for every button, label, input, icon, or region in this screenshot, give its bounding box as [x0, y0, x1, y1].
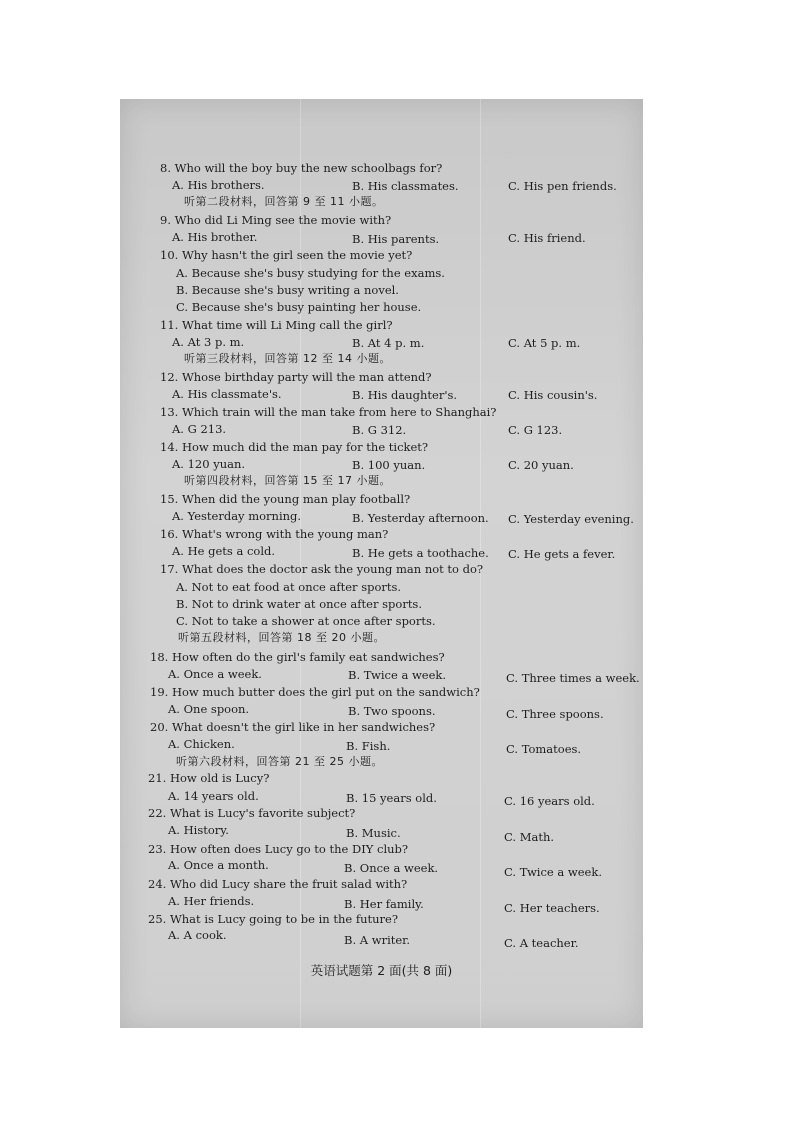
q24-option-c: C. Her teachers. — [504, 901, 600, 915]
q13-option-c: C. G 123. — [508, 423, 563, 437]
q25-option-b: B. A writer. — [344, 933, 411, 947]
q11-option-b: B. At 4 p. m. — [352, 336, 425, 350]
q17-option-c: C. Not to take a shower at once after sports. — [176, 614, 436, 628]
q22-option-b: B. Music. — [346, 826, 401, 840]
q23-option-a: A. Once a month. — [168, 858, 269, 872]
q11-option-a: A. At 3 p. m. — [172, 335, 245, 349]
q13-option-a: A. G 213. — [172, 422, 227, 436]
question-15: 15. When did the young man play football? — [160, 492, 411, 506]
q9-option-c: C. His friend. — [508, 231, 586, 245]
q12-option-c: C. His cousin's. — [508, 388, 598, 402]
q19-option-b: B. Two spoons. — [348, 704, 436, 718]
q25-option-c: C. A teacher. — [504, 936, 579, 950]
section-2-instruction: 听第二段材料，回答第 9 至 11 小题。 — [184, 195, 384, 208]
question-10: 10. Why hasn't the girl seen the movie yet? — [160, 248, 413, 262]
question-9: 9. Who did Li Ming see the movie with? — [160, 213, 392, 227]
q21-option-b: B. 15 years old. — [346, 791, 437, 805]
q19-option-c: C. Three spoons. — [506, 707, 604, 721]
q8-option-b: B. His classmates. — [352, 179, 459, 193]
q16-option-c: C. He gets a fever. — [508, 547, 616, 561]
q25-option-a: A. A cook. — [168, 928, 227, 942]
question-23: 23. How often does Lucy go to the DIY club? — [148, 842, 409, 856]
q14-option-c: C. 20 yuan. — [508, 458, 574, 472]
q10-option-c: C. Because she's busy painting her house. — [176, 300, 422, 314]
question-19: 19. How much butter does the girl put on the sandwich? — [150, 685, 480, 699]
question-16: 16. What's wrong with the young man? — [160, 527, 389, 541]
q15-option-c: C. Yesterday evening. — [508, 512, 634, 526]
q20-option-c: C. Tomatoes. — [506, 742, 582, 756]
question-14: 14. How much did the man pay for the ticket? — [160, 440, 429, 454]
q17-option-b: B. Not to drink water at once after sports. — [176, 597, 422, 611]
q12-option-a: A. His classmate's. — [172, 387, 282, 401]
q14-option-b: B. 100 yuan. — [352, 458, 426, 472]
q18-option-c: C. Three times a week. — [506, 671, 640, 685]
q13-option-b: B. G 312. — [352, 423, 407, 437]
q24-option-a: A. Her friends. — [168, 894, 255, 908]
q20-option-b: B. Fish. — [346, 739, 391, 753]
q11-option-c: C. At 5 p. m. — [508, 336, 581, 350]
question-25: 25. What is Lucy going to be in the future? — [148, 912, 398, 926]
question-8: 8. Who will the boy buy the new schoolbags for? — [160, 161, 443, 175]
q15-option-a: A. Yesterday morning. — [172, 509, 302, 523]
q9-option-a: A. His brother. — [172, 230, 258, 244]
question-13: 13. Which train will the man take from here to Shanghai? — [160, 405, 497, 419]
q24-option-b: B. Her family. — [344, 897, 424, 911]
q20-option-a: A. Chicken. — [168, 737, 235, 751]
question-11: 11. What time will Li Ming call the girl? — [160, 318, 393, 332]
q23-option-b: B. Once a week. — [344, 861, 439, 875]
question-20: 20. What doesn't the girl like in her sandwiches? — [150, 720, 436, 734]
q18-option-b: B. Twice a week. — [348, 668, 447, 682]
question-24: 24. Who did Lucy share the fruit salad with? — [148, 877, 408, 891]
q19-option-a: A. One spoon. — [168, 702, 250, 716]
section-6-instruction: 听第六段材料，回答第 21 至 25 小题。 — [176, 755, 383, 768]
section-4-instruction: 听第四段材料，回答第 15 至 17 小题。 — [184, 474, 391, 487]
page-footer: 英语试题第 2 面(共 8 面) — [310, 963, 453, 978]
q21-option-c: C. 16 years old. — [504, 794, 595, 808]
q12-option-b: B. His daughter's. — [352, 388, 458, 402]
question-21: 21. How old is Lucy? — [148, 771, 270, 785]
q21-option-a: A. 14 years old. — [168, 789, 259, 803]
q18-option-a: A. Once a week. — [168, 667, 262, 681]
q8-option-a: A. His brothers. — [172, 178, 265, 192]
q16-option-b: B. He gets a toothache. — [352, 546, 489, 560]
section-5-instruction: 听第五段材料，回答第 18 至 20 小题。 — [178, 631, 385, 644]
q22-option-c: C. Math. — [504, 830, 555, 844]
q22-option-a: A. History. — [168, 823, 229, 837]
q15-option-b: B. Yesterday afternoon. — [352, 511, 489, 525]
question-12: 12. Whose birthday party will the man attend? — [160, 370, 432, 384]
q14-option-a: A. 120 yuan. — [172, 457, 246, 471]
question-22: 22. What is Lucy's favorite subject? — [148, 806, 356, 820]
exam-page — [120, 99, 643, 1028]
q9-option-b: B. His parents. — [352, 232, 440, 246]
q16-option-a: A. He gets a cold. — [172, 544, 276, 558]
q8-option-c: C. His pen friends. — [508, 179, 617, 193]
q10-option-a: A. Because she's busy studying for the exams. — [176, 266, 445, 280]
q23-option-c: C. Twice a week. — [504, 865, 602, 879]
section-3-instruction: 听第三段材料，回答第 12 至 14 小题。 — [184, 352, 391, 365]
question-18: 18. How often do the girl's family eat sandwiches? — [150, 650, 445, 664]
q17-option-a: A. Not to eat food at once after sports. — [176, 580, 402, 594]
q10-option-b: B. Because she's busy writing a novel. — [176, 283, 399, 297]
question-17: 17. What does the doctor ask the young man not to do? — [160, 562, 484, 576]
